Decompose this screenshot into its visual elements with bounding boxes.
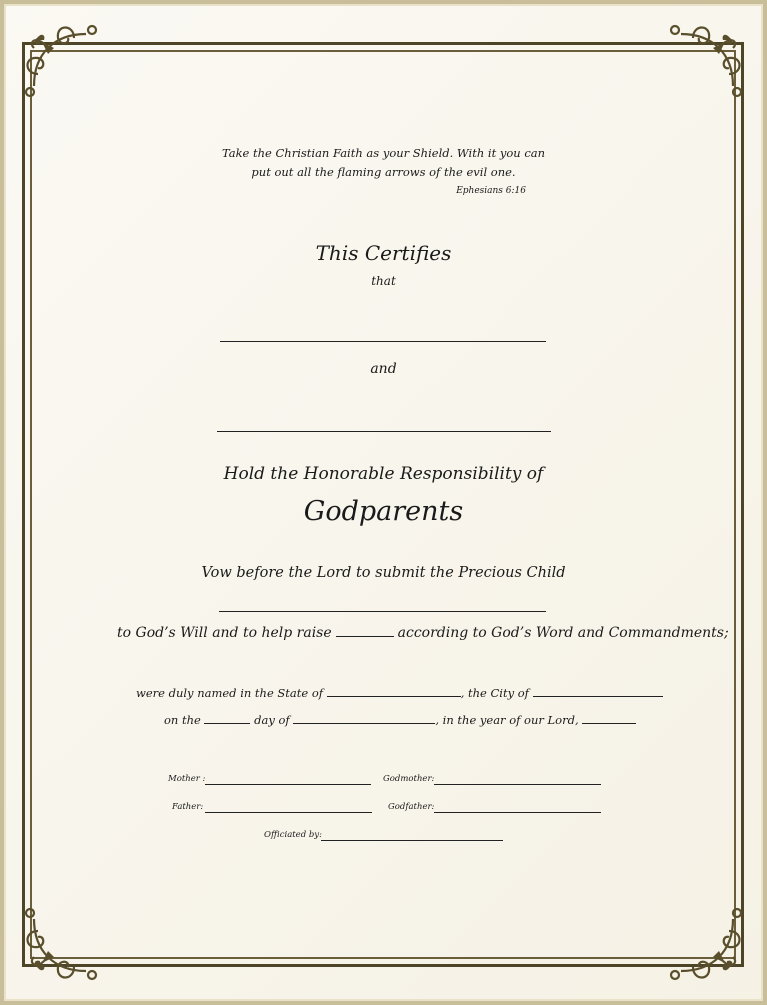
officiated-label: Officiated by: bbox=[264, 830, 322, 840]
state-label: were duly named in the State of bbox=[136, 686, 324, 700]
godfather-line[interactable] bbox=[434, 812, 601, 813]
year-blank[interactable] bbox=[582, 713, 636, 724]
corner-flourish-icon bbox=[661, 899, 753, 991]
godmother-line[interactable] bbox=[434, 784, 601, 785]
corner-flourish-icon bbox=[661, 14, 753, 106]
and-text: and bbox=[370, 361, 397, 377]
mother-label: Mother : bbox=[168, 774, 206, 784]
day-label: day of bbox=[254, 713, 290, 727]
vow-line-2-start: to God’s Will and to help raise bbox=[117, 625, 332, 641]
day-number-blank[interactable] bbox=[204, 713, 250, 724]
father-label: Father: bbox=[172, 802, 204, 812]
state-blank[interactable] bbox=[327, 686, 461, 697]
mother-line[interactable] bbox=[205, 784, 371, 785]
certificate-title: Godparents bbox=[303, 496, 464, 527]
responsibility-text: Hold the Honorable Responsibility of bbox=[223, 464, 544, 484]
corner-flourish-icon bbox=[14, 14, 106, 106]
child-name-line[interactable] bbox=[219, 611, 546, 612]
verse-reference: Ephesians 6:16 bbox=[456, 186, 526, 196]
godparent-1-name-line[interactable] bbox=[220, 341, 546, 342]
godmother-label: Godmother: bbox=[383, 774, 435, 784]
officiant-line[interactable] bbox=[321, 840, 503, 841]
year-label: , in the year of our Lord, bbox=[435, 713, 579, 727]
that-text: that bbox=[371, 274, 396, 288]
place-row bbox=[136, 686, 663, 700]
pronoun-blank[interactable] bbox=[336, 624, 394, 637]
vow-line-1: Vow before the Lord to submit the Precious Child bbox=[201, 565, 566, 581]
verse-line-1: Take the Christian Faith as your Shield. With it you can bbox=[221, 146, 546, 160]
godfather-label: Godfather: bbox=[388, 802, 435, 812]
certifies-heading: This Certifies bbox=[315, 241, 452, 265]
city-blank[interactable] bbox=[533, 686, 663, 697]
on-label: on the bbox=[164, 713, 201, 727]
city-label: , the City of bbox=[460, 686, 529, 700]
date-row bbox=[164, 713, 636, 727]
vow-line-2 bbox=[117, 624, 729, 641]
godparent-2-name-line[interactable] bbox=[217, 431, 551, 432]
verse-line-2: put out all the flaming arrows of the evil one. bbox=[251, 165, 516, 179]
corner-flourish-icon bbox=[14, 899, 106, 991]
vow-line-2-end: according to God’s Word and Commandments; bbox=[397, 625, 729, 641]
father-line[interactable] bbox=[205, 812, 372, 813]
month-blank[interactable] bbox=[293, 713, 435, 724]
